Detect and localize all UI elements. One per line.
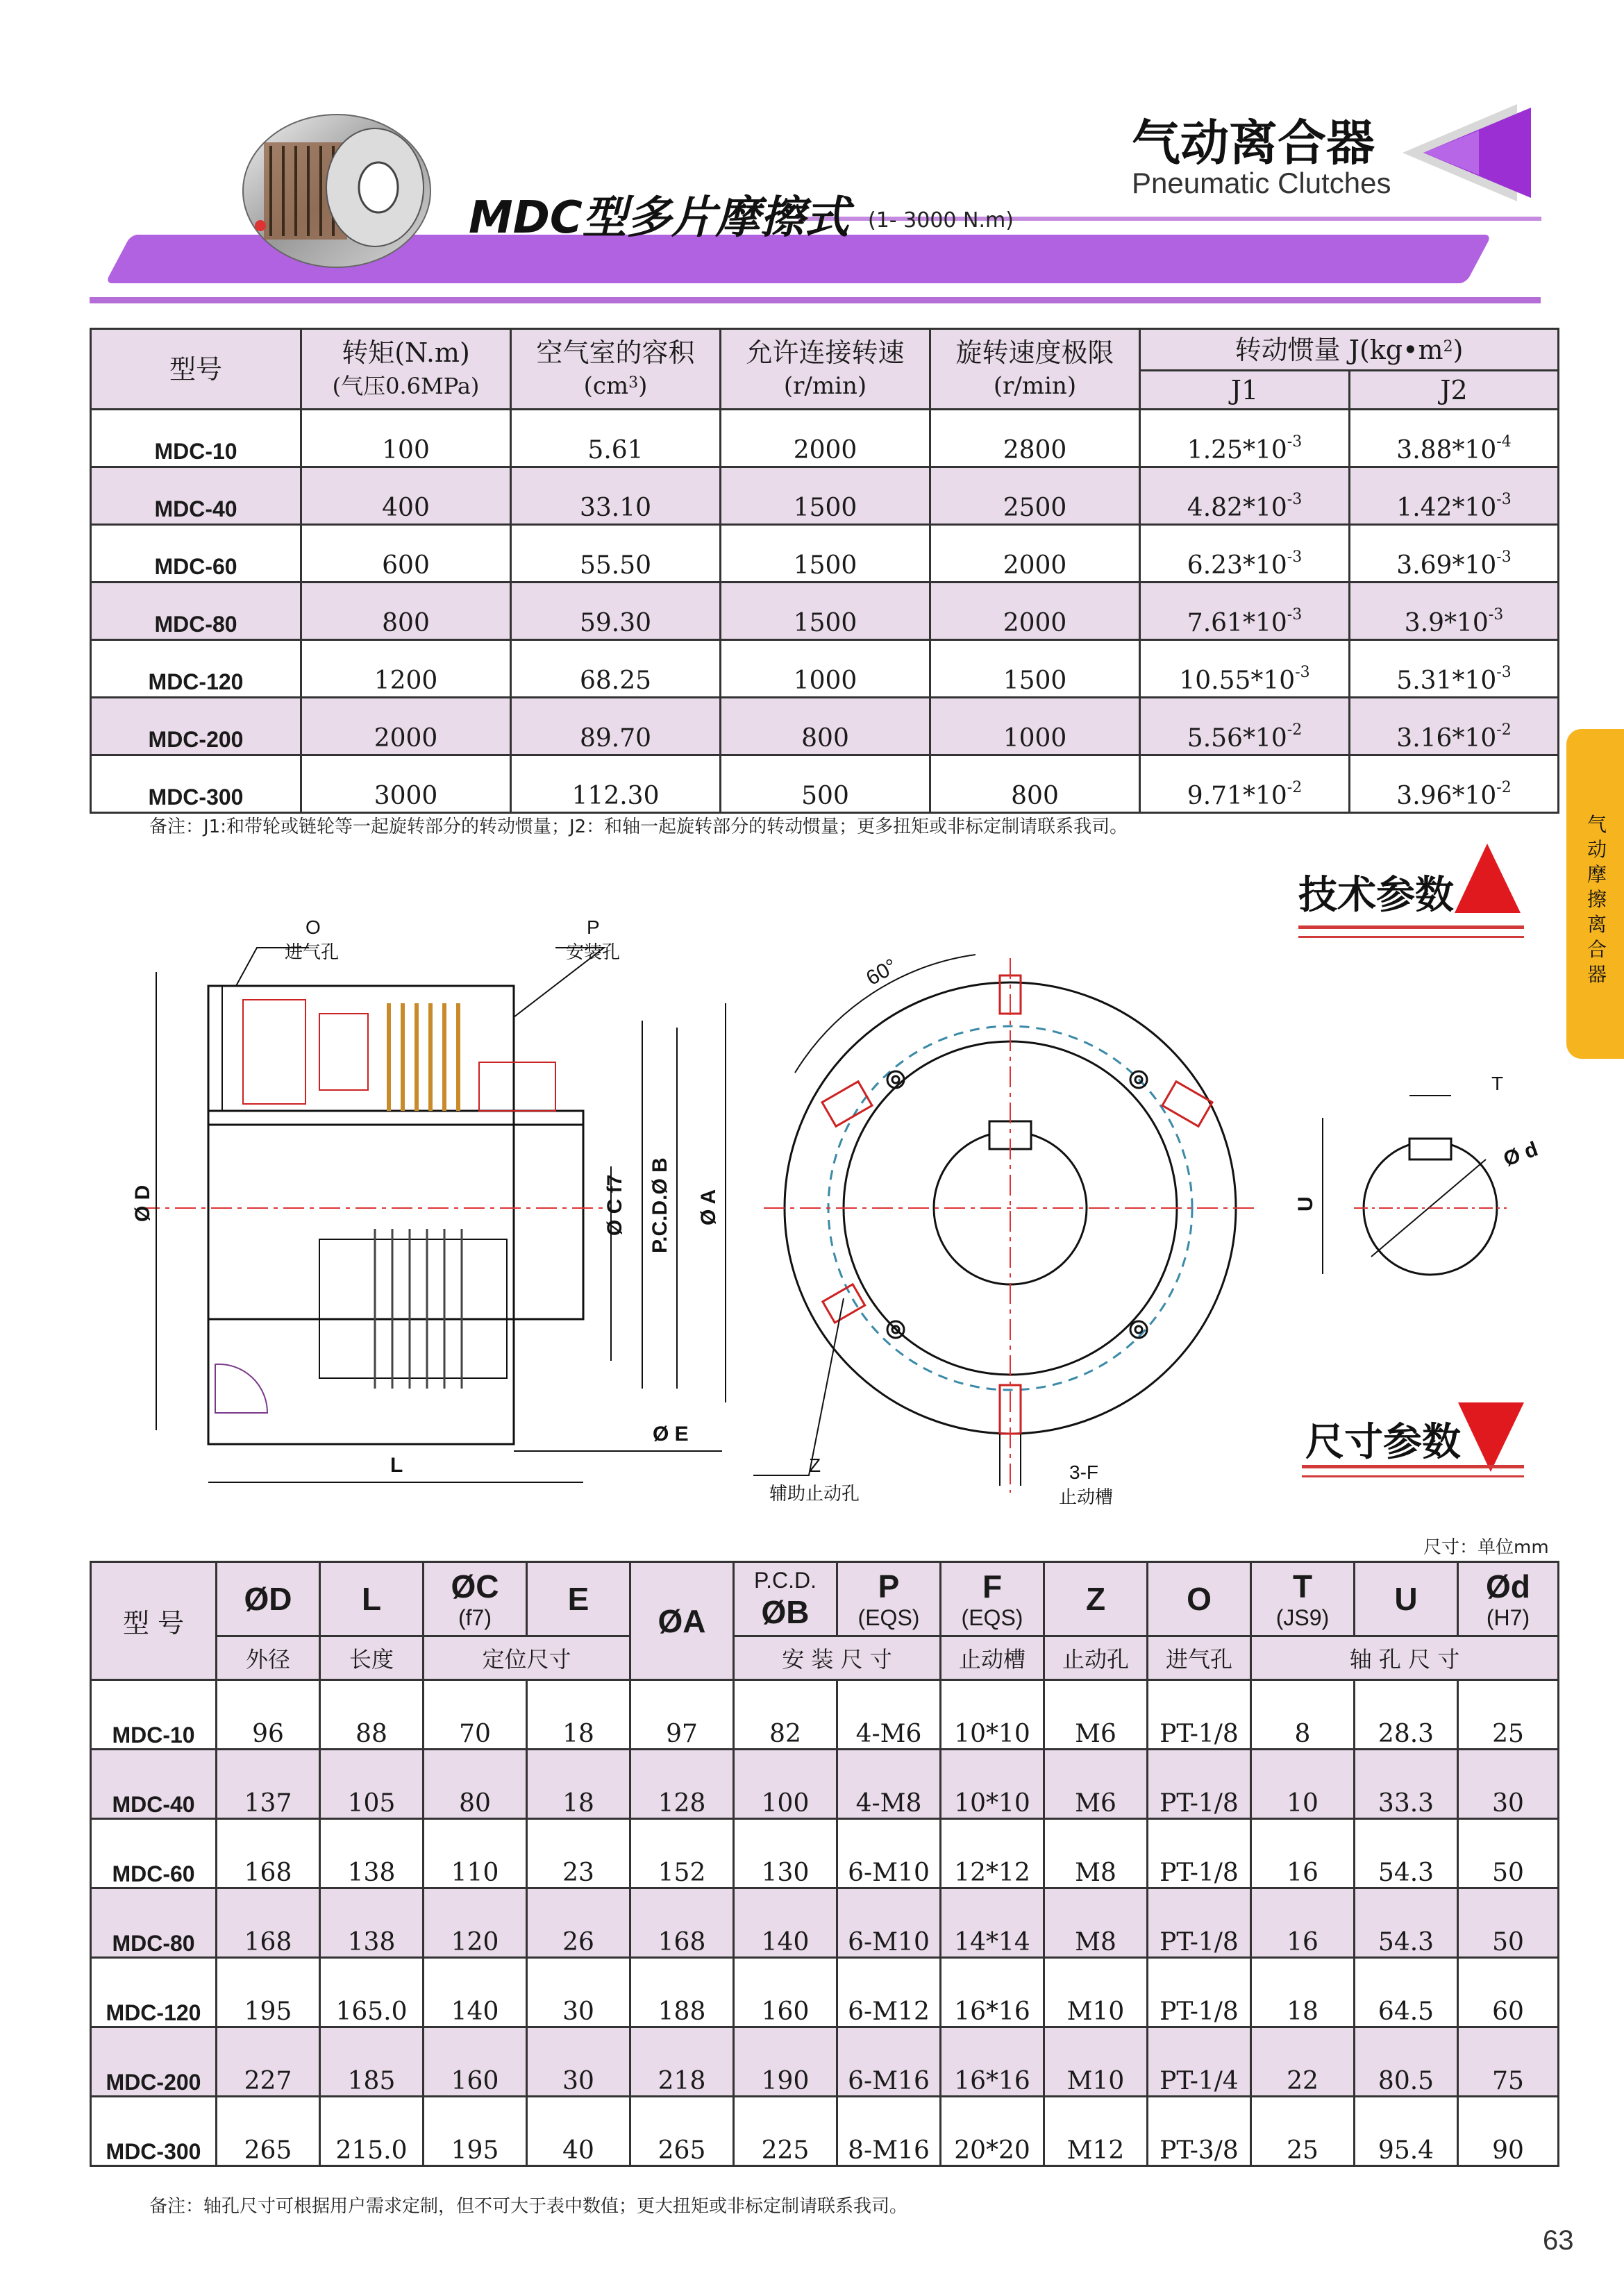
spec-cell-model: MDC-200: [91, 698, 301, 755]
dim-cell-Z: M6: [1044, 1680, 1148, 1750]
dim-cell-model: MDC-200: [91, 2027, 217, 2097]
dim-cell-Z: M10: [1044, 1958, 1148, 2027]
dim-cell-T: 18: [1251, 1958, 1355, 2027]
dim-cell-T: 10: [1251, 1750, 1355, 1819]
category-title-cn: 气动离合器: [1132, 115, 1375, 171]
spec-cell-volume: 55.50: [511, 525, 721, 583]
dim-cell-A: 168: [630, 1888, 734, 1958]
spec-cell-j2: $5.31*10^{-3}$: [1350, 640, 1559, 698]
spec-cell-j1: $4.82*10^{-3}$: [1140, 467, 1350, 525]
dsub-BP: 安 装 尺 寸: [734, 1636, 941, 1680]
label-C: Ø C f7: [603, 1174, 626, 1236]
dim-cell-O: PT-1/4: [1148, 2027, 1251, 2097]
spec-cell-model: MDC-60: [91, 525, 301, 583]
dsub-CE: 定位尺寸: [424, 1636, 630, 1680]
dim-cell-O: PT-1/8: [1148, 1680, 1251, 1750]
dim-cell-A: 128: [630, 1750, 734, 1819]
dhdr-U: U: [1355, 1562, 1458, 1636]
spec-cell-torque: 400: [301, 467, 511, 525]
spec-cell-volume: 68.25: [511, 640, 721, 698]
dhdr-E: E: [527, 1562, 630, 1636]
dim-cell-C: 80: [424, 1750, 527, 1819]
spec-cell-j2: $3.69*10^{-3}$: [1350, 525, 1559, 583]
label-U: U: [1294, 1196, 1317, 1212]
dim-cell-C: 160: [424, 2027, 527, 2097]
page-title: MDC型多片摩擦式: [469, 192, 849, 244]
dim-cell-B: 140: [734, 1888, 837, 1958]
spec-cell-volume: 59.30: [511, 583, 721, 640]
dhdr-B: P.C.D. ØB: [734, 1562, 837, 1636]
dim-cell-model: MDC-10: [91, 1680, 217, 1750]
dim-cell-B: 130: [734, 1819, 837, 1888]
spec-cell-speed_conn: 1500: [721, 467, 930, 525]
label-F: 3-F: [1069, 1461, 1098, 1483]
dim-cell-F: 14*14: [941, 1888, 1044, 1958]
dim-cell-O: PT-1/8: [1148, 1958, 1251, 2027]
hdr-torque-label: 转矩(N.m): [342, 337, 470, 368]
label-F-desc: 止动槽: [1059, 1486, 1114, 1507]
dim-cell-P: 4-M8: [837, 1750, 941, 1819]
dim-cell-P: 6-M12: [837, 1958, 941, 2027]
hdr-speed-limit-unit: (r/min): [993, 371, 1077, 400]
dim-cell-O: PT-1/8: [1148, 1819, 1251, 1888]
dim-cell-D: 168: [217, 1888, 320, 1958]
label-P-desc: 安装孔: [566, 941, 621, 962]
spec-cell-j2: $1.42*10^{-3}$: [1350, 467, 1559, 525]
dim-cell-L: 165.0: [320, 1958, 424, 2027]
spec-cell-speed_conn: 2000: [721, 410, 930, 467]
spec-cell-model: MDC-40: [91, 467, 301, 525]
dim-cell-Z: M8: [1044, 1819, 1148, 1888]
dim-cell-C: 195: [424, 2097, 527, 2166]
spec-table-note: 备注：J1:和带轮或链轮等一起旋转部分的转动惯量；J2：和轴一起旋转部分的转动惯量；更多扭矩或非标定制请联系我司。: [149, 816, 1128, 837]
dim-cell-A: 265: [630, 2097, 734, 2166]
dim-table-row: [91, 2097, 1559, 2166]
label-O-desc: 进气孔: [285, 941, 340, 962]
dim-cell-F: 16*16: [941, 2027, 1044, 2097]
spec-table-row: [91, 410, 1559, 467]
spec-cell-model: MDC-120: [91, 640, 301, 698]
dhdr-Z: Z: [1044, 1562, 1148, 1636]
dim-cell-E: 18: [527, 1680, 630, 1750]
hdr-torque-sub: (气压0.6MPa): [332, 372, 480, 399]
dim-cell-F: 12*12: [941, 1819, 1044, 1888]
hdr-inertia: 转动惯量 $J(kg•m^2)$: [1140, 329, 1559, 371]
dim-cell-d: 90: [1458, 2097, 1559, 2166]
header-underline: [90, 297, 1541, 303]
dim-cell-E: 30: [527, 2027, 630, 2097]
spec-cell-j2: $3.88*10^{-4}$: [1350, 410, 1559, 467]
technical-drawing: [104, 903, 1576, 1527]
hdr-speed-conn: [721, 329, 930, 410]
dim-cell-Z: M12: [1044, 2097, 1148, 2166]
hdr-model: 型号: [91, 329, 301, 410]
dim-cell-F: 16*16: [941, 1958, 1044, 2027]
spec-cell-speed_conn: 800: [721, 698, 930, 755]
spec-table-row: [91, 698, 1559, 755]
spec-cell-speed_conn: 500: [721, 755, 930, 813]
dim-table-row: [91, 2027, 1559, 2097]
dim-cell-U: 33.3: [1355, 1750, 1458, 1819]
category-title-en: Pneumatic Clutches: [1132, 167, 1391, 199]
dsub-O: 进气孔: [1148, 1636, 1251, 1680]
spec-table-row: [91, 467, 1559, 525]
label-angle: 60°: [862, 954, 901, 991]
spec-cell-model: MDC-80: [91, 583, 301, 640]
spec-cell-model: MDC-300: [91, 755, 301, 813]
dim-cell-A: 188: [630, 1958, 734, 2027]
spec-cell-speed_limit: 2000: [930, 583, 1140, 640]
dsub-D: 外径: [217, 1636, 320, 1680]
spec-cell-j2: $3.9*10^{-3}$: [1350, 583, 1559, 640]
dim-cell-A: 218: [630, 2027, 734, 2097]
dim-cell-F: 10*10: [941, 1680, 1044, 1750]
dim-cell-B: 160: [734, 1958, 837, 2027]
spec-cell-volume: 112.30: [511, 755, 721, 813]
dim-cell-U: 64.5: [1355, 1958, 1458, 2027]
dim-cell-C: 110: [424, 1819, 527, 1888]
dim-cell-d: 75: [1458, 2027, 1559, 2097]
dim-cell-D: 137: [217, 1750, 320, 1819]
spec-cell-torque: 2000: [301, 698, 511, 755]
dim-cell-L: 138: [320, 1819, 424, 1888]
dim-cell-P: 6-M10: [837, 1819, 941, 1888]
spec-cell-torque: 3000: [301, 755, 511, 813]
dim-table-note: 备注：轴孔尺寸可根据用户需求定制，但不可大于表中数值；更大扭矩或非标定制请联系我司。: [149, 2196, 908, 2217]
label-T: T: [1491, 1073, 1504, 1094]
dim-cell-Z: M10: [1044, 2027, 1148, 2097]
dsub-F: 止动槽: [941, 1636, 1044, 1680]
dim-cell-d: 30: [1458, 1750, 1559, 1819]
dim-cell-D: 265: [217, 2097, 320, 2166]
dim-cell-L: 185: [320, 2027, 424, 2097]
hdr-j2: J2: [1350, 371, 1559, 410]
section-tech-label: 技术参数: [1298, 873, 1454, 918]
label-d: Ø d: [1500, 1137, 1541, 1171]
dim-cell-A: 152: [630, 1819, 734, 1888]
dhdr-A: ØA: [630, 1562, 734, 1680]
label-B: P.C.D.Ø B: [648, 1157, 671, 1253]
spec-cell-volume: 5.61: [511, 410, 721, 467]
dim-cell-P: 4-M6: [837, 1680, 941, 1750]
dim-cell-O: PT-3/8: [1148, 2097, 1251, 2166]
dim-cell-T: 22: [1251, 2027, 1355, 2097]
section-dims-label: 尺寸参数: [1305, 1420, 1461, 1465]
dim-cell-E: 26: [527, 1888, 630, 1958]
spec-cell-speed_limit: 1000: [930, 698, 1140, 755]
label-P: P: [587, 916, 600, 938]
dim-cell-T: 16: [1251, 1888, 1355, 1958]
dim-cell-P: 6-M16: [837, 2027, 941, 2097]
spec-cell-model: MDC-10: [91, 410, 301, 467]
hdr-speed-conn-label: 允许连接转速: [746, 337, 905, 368]
dim-cell-model: MDC-120: [91, 1958, 217, 2027]
dhdr-O: O: [1148, 1562, 1251, 1636]
dim-cell-d: 25: [1458, 1680, 1559, 1750]
hdr-speed-conn-unit: (r/min): [783, 371, 867, 400]
dim-cell-D: 195: [217, 1958, 320, 2027]
spec-cell-speed_limit: 800: [930, 755, 1140, 813]
spec-table-row: [91, 525, 1559, 583]
dim-cell-D: 227: [217, 2027, 320, 2097]
hdr-speed-limit-label: 旋转速度极限: [955, 337, 1114, 368]
dim-cell-D: 96: [217, 1680, 320, 1750]
dim-cell-C: 120: [424, 1888, 527, 1958]
spec-cell-torque: 100: [301, 410, 511, 467]
dsub-TUd: 轴 孔 尺 寸: [1251, 1636, 1559, 1680]
dim-cell-B: 190: [734, 2027, 837, 2097]
spec-cell-j1: $7.61*10^{-3}$: [1140, 583, 1350, 640]
label-E: Ø E: [653, 1423, 689, 1446]
hdr-volume-unit: $(cm^3)$: [583, 371, 648, 400]
spec-cell-speed_limit: 2800: [930, 410, 1140, 467]
clutch-product-photo: [236, 101, 437, 274]
spec-cell-speed_limit: 2500: [930, 467, 1140, 525]
spec-table-row: [91, 755, 1559, 813]
dim-cell-D: 168: [217, 1819, 320, 1888]
dhdr-model: 型 号: [91, 1562, 217, 1680]
dsub-L: 长度: [320, 1636, 424, 1680]
dim-cell-U: 54.3: [1355, 1888, 1458, 1958]
dimension-table: [90, 1561, 1559, 2167]
dim-cell-P: 6-M10: [837, 1888, 941, 1958]
dim-cell-U: 80.5: [1355, 2027, 1458, 2097]
dim-cell-E: 18: [527, 1750, 630, 1819]
dim-cell-L: 138: [320, 1888, 424, 1958]
dhdr-T: T (JS9): [1251, 1562, 1355, 1636]
dhdr-D: ØD: [217, 1562, 320, 1636]
dhdr-L: L: [320, 1562, 424, 1636]
dim-table-row: [91, 1888, 1559, 1958]
dim-cell-Z: M6: [1044, 1750, 1148, 1819]
dim-cell-A: 97: [630, 1680, 734, 1750]
spec-cell-j2: $3.16*10^{-2}$: [1350, 698, 1559, 755]
dsub-Z: 止动孔: [1044, 1636, 1148, 1680]
dim-cell-B: 82: [734, 1680, 837, 1750]
hdr-j1: J1: [1140, 371, 1350, 410]
spec-table-row: [91, 640, 1559, 698]
spec-cell-torque: 1200: [301, 640, 511, 698]
spec-cell-speed_conn: 1500: [721, 525, 930, 583]
dim-cell-T: 16: [1251, 1819, 1355, 1888]
spec-cell-speed_limit: 2000: [930, 525, 1140, 583]
dim-cell-C: 70: [424, 1680, 527, 1750]
dim-unit-note: 尺寸：单位mm: [1423, 1537, 1549, 1558]
label-Z-desc: 辅助止动孔: [769, 1483, 860, 1504]
dim-cell-U: 95.4: [1355, 2097, 1458, 2166]
spec-cell-j1: $5.56*10^{-2}$: [1140, 698, 1350, 755]
hdr-torque: [301, 329, 511, 410]
dim-cell-E: 40: [527, 2097, 630, 2166]
dim-table-row: [91, 1680, 1559, 1750]
dim-cell-d: 60: [1458, 1958, 1559, 2027]
label-L: L: [390, 1454, 403, 1477]
spec-cell-j1: $1.25*10^{-3}$: [1140, 410, 1350, 467]
dim-cell-U: 28.3: [1355, 1680, 1458, 1750]
clutch-side-body: [208, 986, 514, 1444]
spec-cell-torque: 600: [301, 525, 511, 583]
spec-cell-speed_conn: 1500: [721, 583, 930, 640]
dim-cell-d: 50: [1458, 1819, 1559, 1888]
dim-cell-F: 10*10: [941, 1750, 1044, 1819]
torque-range: (1- 3000 N.m): [868, 208, 1014, 233]
hdr-speed-limit: [930, 329, 1140, 410]
dim-cell-L: 88: [320, 1680, 424, 1750]
dim-cell-B: 100: [734, 1750, 837, 1819]
spec-table: [90, 328, 1559, 814]
dim-table-row: [91, 1958, 1559, 2027]
label-Z: Z: [809, 1455, 821, 1476]
dhdr-F: F (EQS): [941, 1562, 1044, 1636]
dim-cell-L: 105: [320, 1750, 424, 1819]
dim-cell-model: MDC-80: [91, 1888, 217, 1958]
dim-cell-P: 8-M16: [837, 2097, 941, 2166]
dim-cell-model: MDC-40: [91, 1750, 217, 1819]
side-category-label: 气动摩擦离合器: [1587, 813, 1607, 986]
spec-cell-volume: 89.70: [511, 698, 721, 755]
dim-cell-O: PT-1/8: [1148, 1888, 1251, 1958]
dim-cell-B: 225: [734, 2097, 837, 2166]
dim-cell-E: 23: [527, 1819, 630, 1888]
dim-cell-F: 20*20: [941, 2097, 1044, 2166]
dim-cell-T: 25: [1251, 2097, 1355, 2166]
dim-cell-L: 215.0: [320, 2097, 424, 2166]
dim-cell-C: 140: [424, 1958, 527, 2027]
label-A: Ø A: [697, 1189, 720, 1225]
spec-cell-volume: 33.10: [511, 467, 721, 525]
header-arrow-icon: [1403, 104, 1541, 201]
spec-cell-j2: $3.96*10^{-2}$: [1350, 755, 1559, 813]
dim-cell-model: MDC-60: [91, 1819, 217, 1888]
label-O: O: [305, 916, 321, 938]
spec-cell-speed_conn: 1000: [721, 640, 930, 698]
dim-cell-U: 54.3: [1355, 1819, 1458, 1888]
page-number: 63: [1543, 2225, 1574, 2256]
hdr-volume-label: 空气室的容积: [536, 337, 695, 368]
dim-cell-T: 8: [1251, 1680, 1355, 1750]
dhdr-d: Ød (H7): [1458, 1562, 1559, 1636]
label-D: Ø D: [131, 1184, 154, 1222]
dim-cell-O: PT-1/8: [1148, 1750, 1251, 1819]
spec-cell-j1: $9.71*10^{-2}$: [1140, 755, 1350, 813]
spec-table-row: [91, 583, 1559, 640]
dim-cell-Z: M8: [1044, 1888, 1148, 1958]
spec-cell-speed_limit: 1500: [930, 640, 1140, 698]
dim-cell-model: MDC-300: [91, 2097, 217, 2166]
dim-table-row: [91, 1819, 1559, 1888]
dhdr-C: ØC (f7): [424, 1562, 527, 1636]
spec-cell-torque: 800: [301, 583, 511, 640]
dim-cell-E: 30: [527, 1958, 630, 2027]
spec-cell-j1: $10.55*10^{-3}$: [1140, 640, 1350, 698]
dhdr-P: P (EQS): [837, 1562, 941, 1636]
dim-table-row: [91, 1750, 1559, 1819]
dim-cell-d: 50: [1458, 1888, 1559, 1958]
spec-cell-j1: $6.23*10^{-3}$: [1140, 525, 1350, 583]
hdr-volume: [511, 329, 721, 410]
